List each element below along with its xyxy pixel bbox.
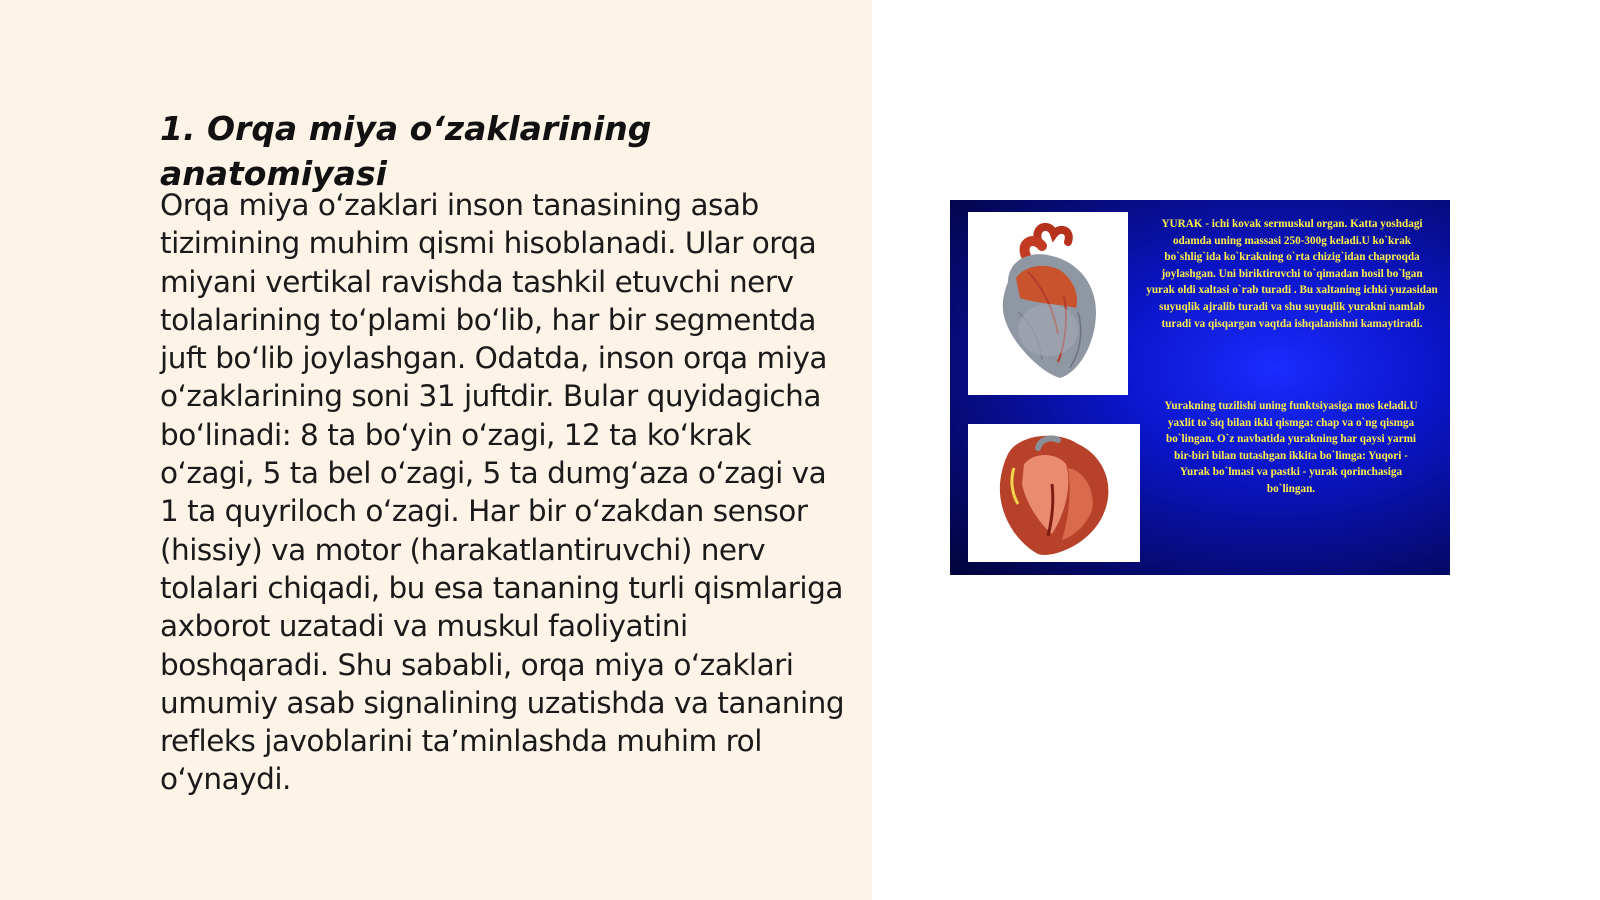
heart-description-paragraph-1: YURAK - ichi kovak sermuskul organ. Katta yoshdagi odamda uning massasi 250-300g keladi.U ko`krak bo`shlig`ida ko`krakning o`rta chizig`idan chaproqda joylashgan. Uni biriktiruvchi to`qimadan hosil bo`lgan yurak oldi xaltasi o`rab turadi . Bu xaltaning ichki yuzasidan suyuqlik ajralib turadi va shu suyuqlik yurakni namlab turadi va qisqargan vaqtda ishqalanishni kamaytiradi. (1146, 218, 1438, 330)
slide-body-text: Orqa miya o‘zaklari inson tanasining asab tizimining muhim qismi hisoblanadi. Ular orqa miyani vertikal ravishda tashkil etuvchi nerv tolalarining to‘plami bo‘lib, har bir segmentda juft bo‘lib joylashgan. Odatda, inson orqa miya o‘zaklarining soni 31 juftdir. Bular quyidagicha bo‘linadi: 8 ta bo‘yin o‘zagi, 12 ta ko‘krak o‘zagi, 5 ta bel o‘zagi, 5 ta dumg‘aza o‘zagi va 1 ta quyriloch o‘zagi. Har bir o‘zakdan sensor (hissiy) va motor (harakatlantiruvchi) nerv tolalari chiqadi, bu esa tananing turli qismlariga axborot uzatadi va muskul faoliyatini boshqaradi. Shu sababli, orqa miya o‘zaklari umumiy asab signalining uzatishda va tananing refleks javoblarini ta’minlashda muhim rol o‘ynaydi. (160, 188, 845, 797)
heart-cross-section-illustration (968, 424, 1140, 562)
heart-exterior-illustration (968, 212, 1128, 395)
heart-info-figure (950, 200, 1450, 575)
heart-exterior-photo (968, 212, 1128, 395)
heart-section-photo (968, 424, 1140, 562)
slide-title: 1. Orqa miya o‘zaklarining anatomiyasi (160, 109, 652, 193)
heart-description-paragraph-2: Yurakning tuzilishi uning funktsiyasiga mos keladi.U yaxlit to`siq bilan ikki qismga: chap va o`ng qismga bo`lingan. O`z navbatida yurakning har qaysi yarmi bir-biri bilan tutashgan ikkita bo`limga: Yuqori - Yurak bo`lmasi va pastki - yurak qorinchasiga bo`lingan. (1164, 400, 1418, 495)
